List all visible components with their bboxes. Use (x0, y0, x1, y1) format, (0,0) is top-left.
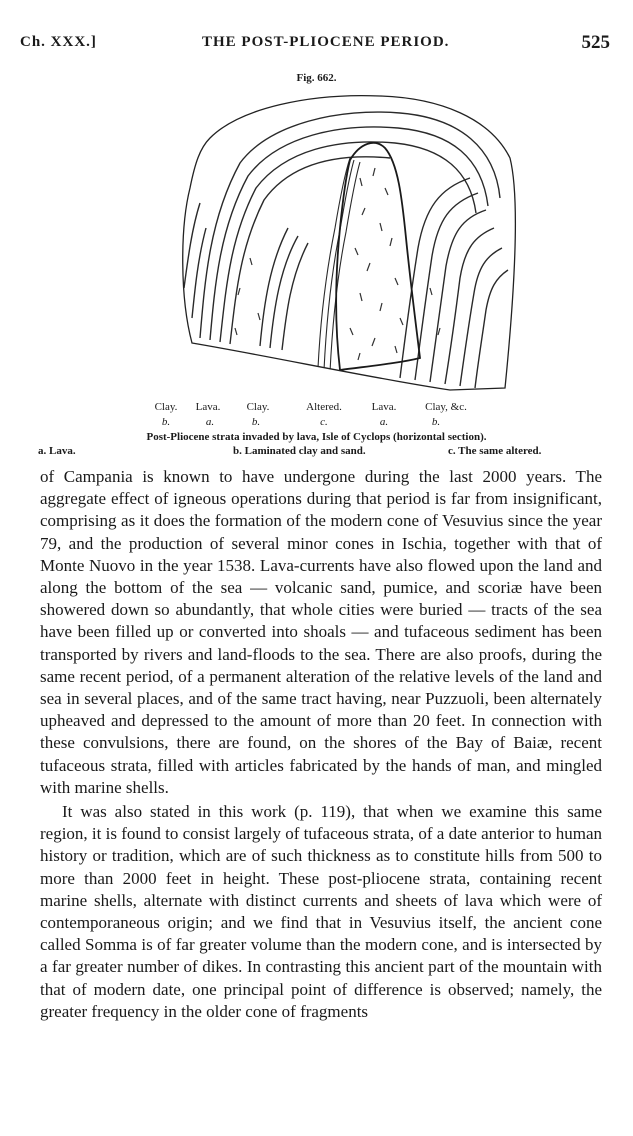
legend-name-clay-2: Clay. (246, 401, 270, 413)
legend-name-lava-2: Lava. (371, 401, 397, 413)
strata-section-drawing (170, 88, 520, 393)
legend-key-4: c. (320, 416, 328, 428)
caption-key-a: a. Lava. (38, 445, 76, 457)
legend-key-5: a. (379, 416, 389, 428)
legend-key-2: a. (205, 416, 215, 428)
legend-name-clay-3: Clay, &c. (425, 401, 467, 413)
figure-caption-keys (38, 445, 598, 459)
paragraph-1: of Campania is known to have undergone during the last 2000 years. The aggregate effect of igneous operations during that period is far from insignificant, comprising as it does the formation of the modern cone of Vesuvius since the year 79, and the production of several minor cones in Ischia, together with that of Monte Nuovo in the year 1538. Lava-currents have also flowed upon the land and along the bottom of the sea — volcanic sand, pumice, and scoriæ have been showered down so abundantly, that whole cities were buried — tracts of the sea have been filled up or converted into shoals — and tufaceous sediment has been transported by rivers and land-floods to the sea. There are also proofs, during the same recent period, of a permanent alteration of the relative levels of the land and sea in several places, and of the same tract having, near Puzzuoli, been alternately upheaved and depressed to the amount of more than 20 feet. In connection with these convulsions, there are found, on the shores of the Bay of Baiæ, recent tufaceous strata, filled with articles fabricated by the hands of man, and mingled with marine shells. (40, 467, 602, 797)
legend-key-1: b. (161, 416, 171, 428)
legend-name-altered: Altered. (306, 401, 342, 413)
figure-label: Fig. 662. (296, 72, 337, 84)
running-title: THE POST-PLIOCENE PERIOD. (202, 34, 450, 50)
figure-illustration (170, 88, 520, 393)
caption-key-b: b. Laminated clay and sand. (233, 445, 366, 457)
legend-key-6: b. (431, 416, 441, 428)
legend-name-clay-1: Clay. (154, 401, 178, 413)
caption-key-c: c. The same altered. (448, 445, 542, 457)
body-text (40, 466, 602, 1023)
legend-key-3: b. (251, 416, 261, 428)
chapter-label: Ch. XXX.] (20, 34, 97, 50)
figure-legend-names (0, 401, 633, 415)
page-number: 525 (581, 32, 610, 53)
figure-legend-keys (0, 416, 633, 430)
paragraph-2: It was also stated in this work (p. 119), that when we examine this same region, it is found to consist largely of tufaceous strata, of a date anterior to human history or tradition, which are of such thickness as to constitute hills from 500 to more than 2000 feet in height. These post-pliocene strata, containing recent marine shells, alternate with distinct currents and sheets of lava which were of contemporaneous origin; and we find that in Vesuvius itself, the ancient cone called Somma is of far greater volume than the modern cone, and is intersected by a far greater number of dikes. In contrasting this ancient part of the mountain with that of modern date, one principal point of difference is observed; namely, the greater frequency in the older cone of fragments (40, 802, 602, 1021)
legend-name-lava-1: Lava. (195, 401, 221, 413)
figure-caption: Post-Pliocene strata invaded by lava, Isle of Cyclops (horizontal section). (146, 431, 487, 443)
running-header (20, 34, 610, 54)
